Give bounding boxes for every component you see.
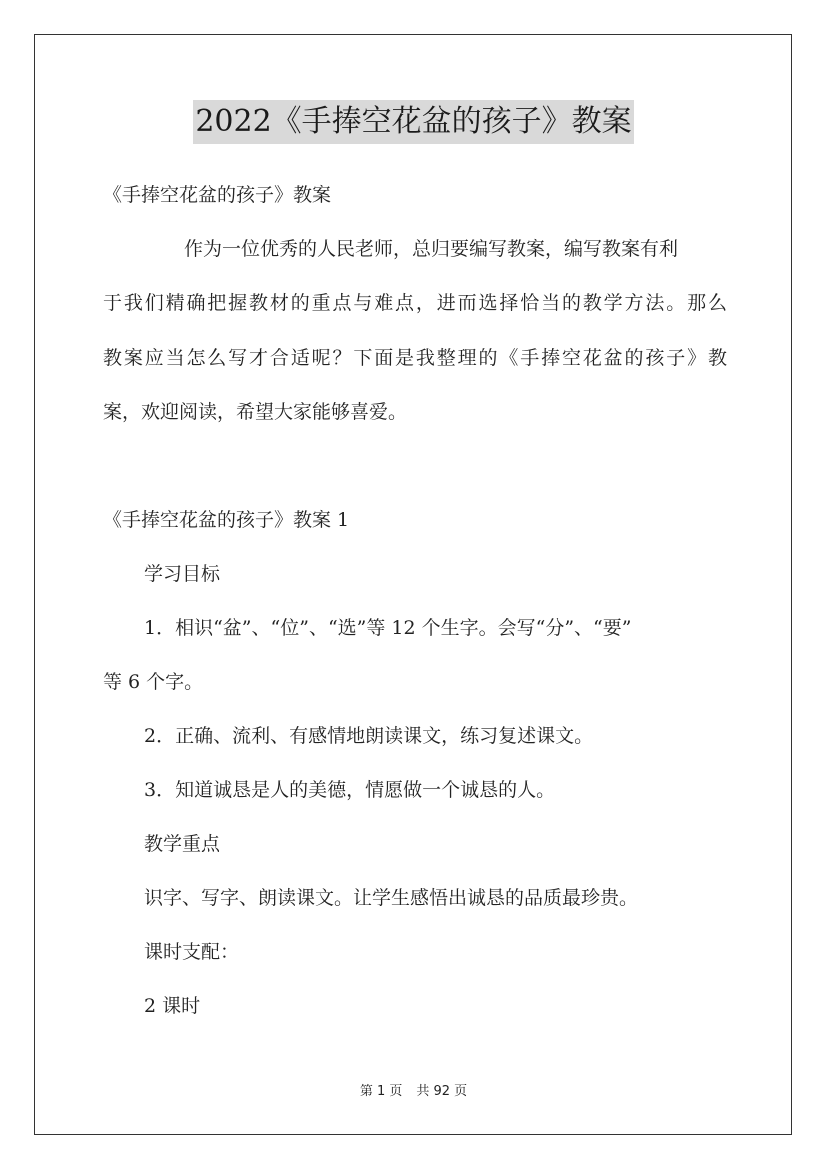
document-subtitle: 《手捧空花盆的孩子》教案 bbox=[103, 184, 332, 206]
page-footer bbox=[0, 1083, 827, 1101]
title-container bbox=[0, 100, 827, 144]
schedule-value: 2 课时 bbox=[144, 995, 201, 1017]
page-number: 第 1 页 bbox=[359, 1084, 403, 1099]
goal-3: 3．知道诚恳是人的美德，情愿做一个诚恳的人。 bbox=[144, 779, 556, 801]
learning-goals-heading: 学习目标 bbox=[144, 563, 221, 585]
intro-line-3: 教案应当怎么写才合适呢？下面是我整理的《手捧空花盆的孩子》教 bbox=[103, 347, 727, 369]
key-points-text: 识字、写字、朗读课文。让学生感悟出诚恳的品质最珍贵。 bbox=[144, 887, 639, 909]
key-points-heading: 教学重点 bbox=[144, 833, 221, 855]
section-heading: 《手捧空花盆的孩子》教案 1 bbox=[103, 509, 350, 531]
goal-1-line-1: 1．相识“盆”、“位”、“选”等 12 个生字。会写“分”、“要” bbox=[144, 617, 632, 639]
intro-line-4: 案，欢迎阅读，希望大家能够喜爱。 bbox=[103, 401, 408, 423]
schedule-heading: 课时支配： bbox=[144, 941, 240, 963]
page-total: 共 92 页 bbox=[416, 1084, 468, 1099]
document-title: 2022《手捧空花盆的孩子》教案 bbox=[193, 100, 633, 144]
intro-line-1: 作为一位优秀的人民老师，总归要编写教案，编写教案有利 bbox=[184, 238, 679, 260]
goal-2: 2．正确、流利、有感情地朗读课文，练习复述课文。 bbox=[144, 725, 594, 747]
intro-line-2: 于我们精确把握教材的重点与难点，进而选择恰当的教学方法。那么 bbox=[103, 292, 727, 314]
goal-1-line-2: 等 6 个字。 bbox=[103, 671, 204, 693]
